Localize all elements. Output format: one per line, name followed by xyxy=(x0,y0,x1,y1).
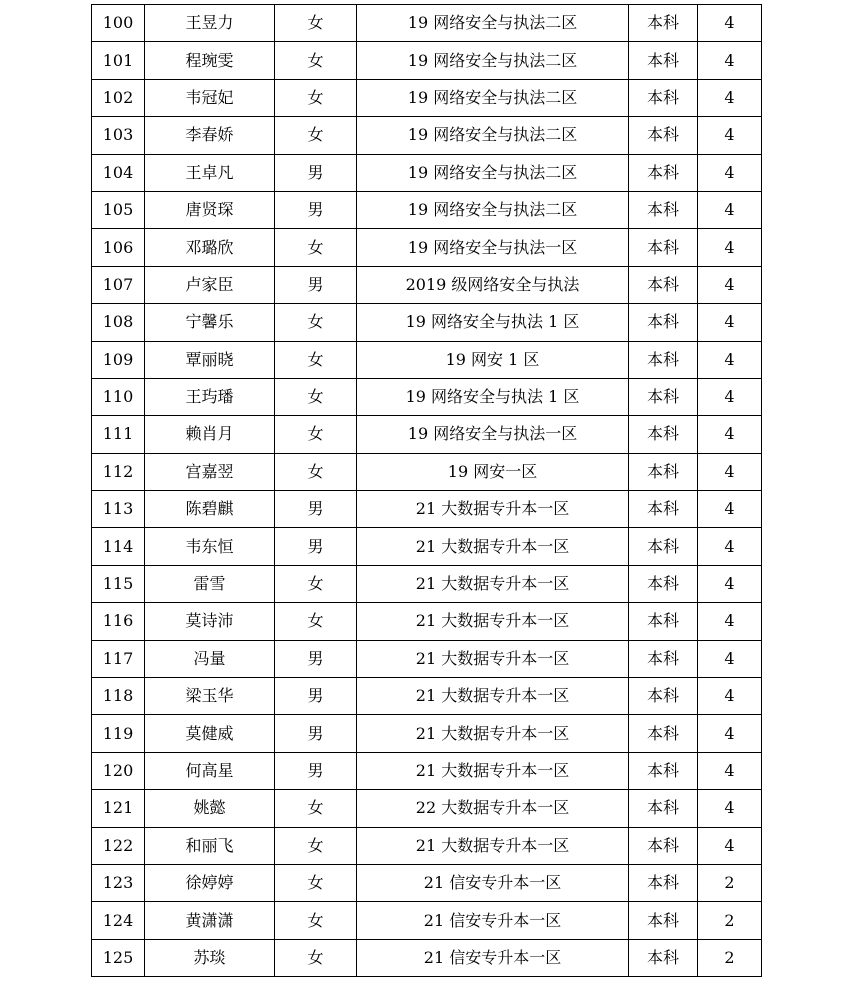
cell-years: 4 xyxy=(698,191,762,228)
cell-years: 4 xyxy=(698,378,762,415)
cell-years: 2 xyxy=(698,902,762,939)
cell-number: 122 xyxy=(92,827,145,864)
cell-level: 本科 xyxy=(629,902,698,939)
cell-gender: 男 xyxy=(275,191,357,228)
cell-level: 本科 xyxy=(629,304,698,341)
cell-gender: 女 xyxy=(275,42,357,79)
cell-years: 4 xyxy=(698,79,762,116)
cell-years: 4 xyxy=(698,827,762,864)
cell-level: 本科 xyxy=(629,827,698,864)
cell-gender: 女 xyxy=(275,79,357,116)
cell-name: 程琬雯 xyxy=(145,42,275,79)
cell-name: 苏琰 xyxy=(145,939,275,976)
cell-class: 21 信安专升本一区 xyxy=(357,864,629,901)
cell-class: 19 网安 1 区 xyxy=(357,341,629,378)
cell-name: 韦冠妃 xyxy=(145,79,275,116)
cell-class: 21 大数据专升本一区 xyxy=(357,640,629,677)
cell-years: 4 xyxy=(698,117,762,154)
cell-class: 21 大数据专升本一区 xyxy=(357,603,629,640)
cell-gender: 男 xyxy=(275,528,357,565)
cell-name: 宁馨乐 xyxy=(145,304,275,341)
cell-class: 19 网络安全与执法二区 xyxy=(357,42,629,79)
cell-class: 21 大数据专升本一区 xyxy=(357,491,629,528)
cell-gender: 女 xyxy=(275,229,357,266)
cell-class: 19 网安一区 xyxy=(357,453,629,490)
cell-years: 4 xyxy=(698,640,762,677)
cell-years: 4 xyxy=(698,5,762,42)
cell-class: 21 大数据专升本一区 xyxy=(357,565,629,602)
cell-number: 102 xyxy=(92,79,145,116)
cell-number: 110 xyxy=(92,378,145,415)
table-row xyxy=(92,416,762,453)
table-row xyxy=(92,528,762,565)
cell-number: 109 xyxy=(92,341,145,378)
cell-level: 本科 xyxy=(629,864,698,901)
cell-level: 本科 xyxy=(629,154,698,191)
cell-number: 107 xyxy=(92,266,145,303)
cell-gender: 女 xyxy=(275,827,357,864)
cell-class: 21 信安专升本一区 xyxy=(357,902,629,939)
table-row xyxy=(92,752,762,789)
cell-level: 本科 xyxy=(629,453,698,490)
cell-class: 19 网络安全与执法二区 xyxy=(357,79,629,116)
table-row xyxy=(92,378,762,415)
cell-name: 宫嘉翌 xyxy=(145,453,275,490)
table-row xyxy=(92,565,762,602)
table-row xyxy=(92,491,762,528)
cell-years: 4 xyxy=(698,304,762,341)
table-row xyxy=(92,154,762,191)
cell-number: 104 xyxy=(92,154,145,191)
cell-level: 本科 xyxy=(629,42,698,79)
cell-class: 19 网络安全与执法 1 区 xyxy=(357,304,629,341)
cell-number: 103 xyxy=(92,117,145,154)
cell-level: 本科 xyxy=(629,229,698,266)
table-row xyxy=(92,304,762,341)
cell-years: 4 xyxy=(698,752,762,789)
table-row xyxy=(92,79,762,116)
cell-number: 117 xyxy=(92,640,145,677)
cell-class: 2019 级网络安全与执法 xyxy=(357,266,629,303)
cell-number: 120 xyxy=(92,752,145,789)
cell-name: 雷雪 xyxy=(145,565,275,602)
cell-gender: 女 xyxy=(275,790,357,827)
cell-gender: 男 xyxy=(275,640,357,677)
cell-level: 本科 xyxy=(629,715,698,752)
cell-years: 4 xyxy=(698,565,762,602)
cell-number: 116 xyxy=(92,603,145,640)
cell-number: 105 xyxy=(92,191,145,228)
cell-level: 本科 xyxy=(629,678,698,715)
table-row xyxy=(92,42,762,79)
student-roster-table xyxy=(91,4,762,977)
cell-name: 卢家臣 xyxy=(145,266,275,303)
table-row xyxy=(92,864,762,901)
cell-years: 4 xyxy=(698,453,762,490)
table-row xyxy=(92,640,762,677)
cell-name: 黄潇潇 xyxy=(145,902,275,939)
cell-gender: 女 xyxy=(275,902,357,939)
cell-level: 本科 xyxy=(629,266,698,303)
cell-years: 4 xyxy=(698,715,762,752)
table-row xyxy=(92,939,762,976)
cell-gender: 男 xyxy=(275,266,357,303)
cell-name: 唐贤琛 xyxy=(145,191,275,228)
table-row xyxy=(92,453,762,490)
cell-class: 21 大数据专升本一区 xyxy=(357,528,629,565)
cell-gender: 女 xyxy=(275,453,357,490)
cell-level: 本科 xyxy=(629,752,698,789)
cell-gender: 男 xyxy=(275,491,357,528)
cell-name: 陈碧麒 xyxy=(145,491,275,528)
cell-years: 2 xyxy=(698,864,762,901)
table-row xyxy=(92,341,762,378)
cell-level: 本科 xyxy=(629,378,698,415)
cell-class: 19 网络安全与执法一区 xyxy=(357,416,629,453)
cell-name: 王卓凡 xyxy=(145,154,275,191)
table-row xyxy=(92,827,762,864)
cell-class: 19 网络安全与执法二区 xyxy=(357,117,629,154)
table-row xyxy=(92,678,762,715)
cell-name: 王昱力 xyxy=(145,5,275,42)
cell-level: 本科 xyxy=(629,790,698,827)
cell-class: 19 网络安全与执法二区 xyxy=(357,5,629,42)
cell-class: 21 大数据专升本一区 xyxy=(357,715,629,752)
cell-gender: 女 xyxy=(275,304,357,341)
table-row xyxy=(92,229,762,266)
cell-level: 本科 xyxy=(629,603,698,640)
cell-level: 本科 xyxy=(629,491,698,528)
cell-years: 4 xyxy=(698,42,762,79)
table-row xyxy=(92,191,762,228)
cell-gender: 女 xyxy=(275,864,357,901)
cell-name: 冯量 xyxy=(145,640,275,677)
cell-years: 4 xyxy=(698,603,762,640)
cell-gender: 男 xyxy=(275,154,357,191)
cell-class: 22 大数据专升本一区 xyxy=(357,790,629,827)
cell-gender: 女 xyxy=(275,416,357,453)
roster-body xyxy=(92,5,762,977)
cell-number: 111 xyxy=(92,416,145,453)
cell-years: 4 xyxy=(698,790,762,827)
cell-level: 本科 xyxy=(629,640,698,677)
cell-class: 21 信安专升本一区 xyxy=(357,939,629,976)
cell-number: 123 xyxy=(92,864,145,901)
cell-number: 108 xyxy=(92,304,145,341)
cell-level: 本科 xyxy=(629,191,698,228)
cell-name: 莫诗沛 xyxy=(145,603,275,640)
cell-gender: 女 xyxy=(275,5,357,42)
cell-number: 115 xyxy=(92,565,145,602)
table-row xyxy=(92,266,762,303)
cell-years: 4 xyxy=(698,678,762,715)
cell-gender: 女 xyxy=(275,603,357,640)
cell-class: 19 网络安全与执法 1 区 xyxy=(357,378,629,415)
cell-years: 4 xyxy=(698,528,762,565)
cell-class: 19 网络安全与执法一区 xyxy=(357,229,629,266)
cell-name: 何高星 xyxy=(145,752,275,789)
cell-number: 100 xyxy=(92,5,145,42)
cell-class: 19 网络安全与执法二区 xyxy=(357,154,629,191)
cell-class: 21 大数据专升本一区 xyxy=(357,752,629,789)
table-row xyxy=(92,603,762,640)
cell-name: 邓璐欣 xyxy=(145,229,275,266)
cell-class: 21 大数据专升本一区 xyxy=(357,827,629,864)
cell-years: 4 xyxy=(698,341,762,378)
cell-number: 101 xyxy=(92,42,145,79)
cell-number: 118 xyxy=(92,678,145,715)
table-row xyxy=(92,902,762,939)
cell-level: 本科 xyxy=(629,117,698,154)
cell-level: 本科 xyxy=(629,416,698,453)
cell-gender: 女 xyxy=(275,378,357,415)
cell-level: 本科 xyxy=(629,939,698,976)
cell-number: 124 xyxy=(92,902,145,939)
cell-gender: 男 xyxy=(275,752,357,789)
cell-number: 106 xyxy=(92,229,145,266)
table-row xyxy=(92,715,762,752)
cell-level: 本科 xyxy=(629,528,698,565)
cell-name: 梁玉华 xyxy=(145,678,275,715)
cell-number: 121 xyxy=(92,790,145,827)
cell-gender: 女 xyxy=(275,565,357,602)
cell-level: 本科 xyxy=(629,565,698,602)
cell-gender: 男 xyxy=(275,715,357,752)
cell-class: 21 大数据专升本一区 xyxy=(357,678,629,715)
cell-number: 114 xyxy=(92,528,145,565)
cell-class: 19 网络安全与执法二区 xyxy=(357,191,629,228)
cell-name: 莫健威 xyxy=(145,715,275,752)
table-row xyxy=(92,5,762,42)
cell-name: 和丽飞 xyxy=(145,827,275,864)
cell-years: 4 xyxy=(698,154,762,191)
cell-years: 4 xyxy=(698,229,762,266)
cell-name: 徐婷婷 xyxy=(145,864,275,901)
cell-name: 姚懿 xyxy=(145,790,275,827)
cell-level: 本科 xyxy=(629,5,698,42)
cell-gender: 男 xyxy=(275,678,357,715)
cell-number: 113 xyxy=(92,491,145,528)
cell-number: 119 xyxy=(92,715,145,752)
table-row xyxy=(92,117,762,154)
cell-years: 2 xyxy=(698,939,762,976)
cell-name: 李春娇 xyxy=(145,117,275,154)
cell-level: 本科 xyxy=(629,341,698,378)
cell-gender: 女 xyxy=(275,341,357,378)
cell-gender: 女 xyxy=(275,117,357,154)
cell-name: 王玙璠 xyxy=(145,378,275,415)
cell-name: 韦东恒 xyxy=(145,528,275,565)
cell-years: 4 xyxy=(698,266,762,303)
cell-years: 4 xyxy=(698,491,762,528)
cell-number: 112 xyxy=(92,453,145,490)
cell-name: 赖肖月 xyxy=(145,416,275,453)
cell-years: 4 xyxy=(698,416,762,453)
cell-number: 125 xyxy=(92,939,145,976)
cell-name: 覃丽晓 xyxy=(145,341,275,378)
cell-gender: 女 xyxy=(275,939,357,976)
table-row xyxy=(92,790,762,827)
cell-level: 本科 xyxy=(629,79,698,116)
